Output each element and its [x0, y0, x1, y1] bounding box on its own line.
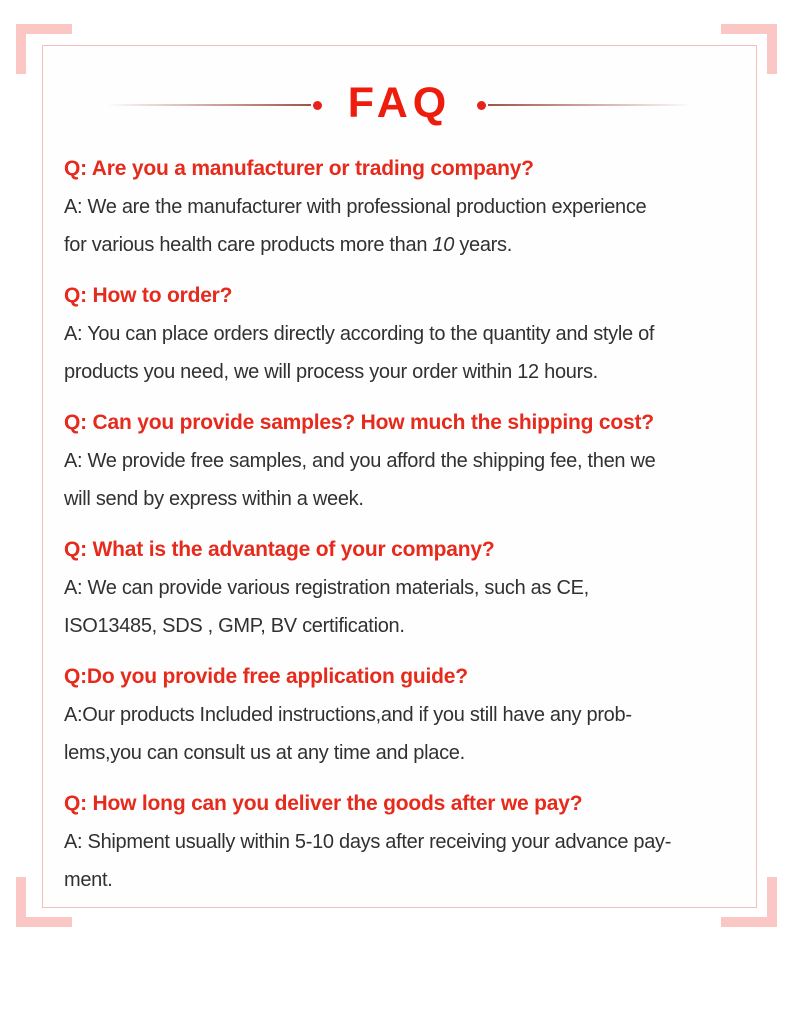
faq-question: Q: How long can you deliver the goods after we pay? — [64, 792, 583, 815]
faq-answer-line: ISO13485, SDS , GMP, BV certification. — [64, 615, 405, 637]
faq-answer-line: A: We provide free samples, and you afford the shipping fee, then we — [64, 450, 656, 472]
divider-line-right — [488, 104, 693, 106]
qa-block — [64, 277, 749, 391]
faq-answer-line — [64, 226, 749, 264]
divider-dot-right — [477, 101, 486, 110]
answer-years-number: 10 — [432, 234, 455, 256]
faq-header — [43, 76, 756, 134]
qa-block — [64, 658, 749, 772]
faq-content — [64, 150, 749, 912]
faq-answer-line: A:Our products Included instructions,and if you still have any prob- — [64, 704, 632, 726]
faq-question: Q: How to order? — [64, 284, 233, 307]
faq-answer-line: A: You can place orders directly according to the quantity and style of — [64, 323, 655, 345]
qa-block — [64, 404, 749, 518]
faq-question: Q: Are you a manufacturer or trading company? — [64, 157, 534, 180]
faq-question: Q:Do you provide free application guide? — [64, 665, 468, 688]
faq-answer-line: A: We can provide various registration materials, such as CE, — [64, 577, 589, 599]
answer-text-after: years. — [454, 234, 512, 256]
divider-line-left — [106, 104, 311, 106]
faq-question: Q: Can you provide samples? How much the shipping cost? — [64, 411, 654, 434]
faq-panel — [42, 45, 757, 908]
qa-block — [64, 150, 749, 264]
faq-question: Q: What is the advantage of your company? — [64, 538, 495, 561]
faq-answer-line: will send by express within a week. — [64, 488, 364, 510]
qa-block — [64, 785, 749, 899]
faq-answer-line: A: We are the manufacturer with professional production experience — [64, 196, 647, 218]
qa-block — [64, 531, 749, 645]
faq-answer-line: products you need, we will process your order within 12 hours. — [64, 361, 598, 383]
faq-answer-line: ment. — [64, 869, 113, 891]
divider-dot-left — [313, 101, 322, 110]
page-title: FAQ — [347, 78, 452, 127]
answer-text-before: for various health care products more than — [64, 234, 433, 256]
faq-answer-line: lems,you can consult us at any time and place. — [64, 742, 465, 764]
faq-answer-line: A: Shipment usually within 5-10 days after receiving your advance pay- — [64, 831, 672, 853]
